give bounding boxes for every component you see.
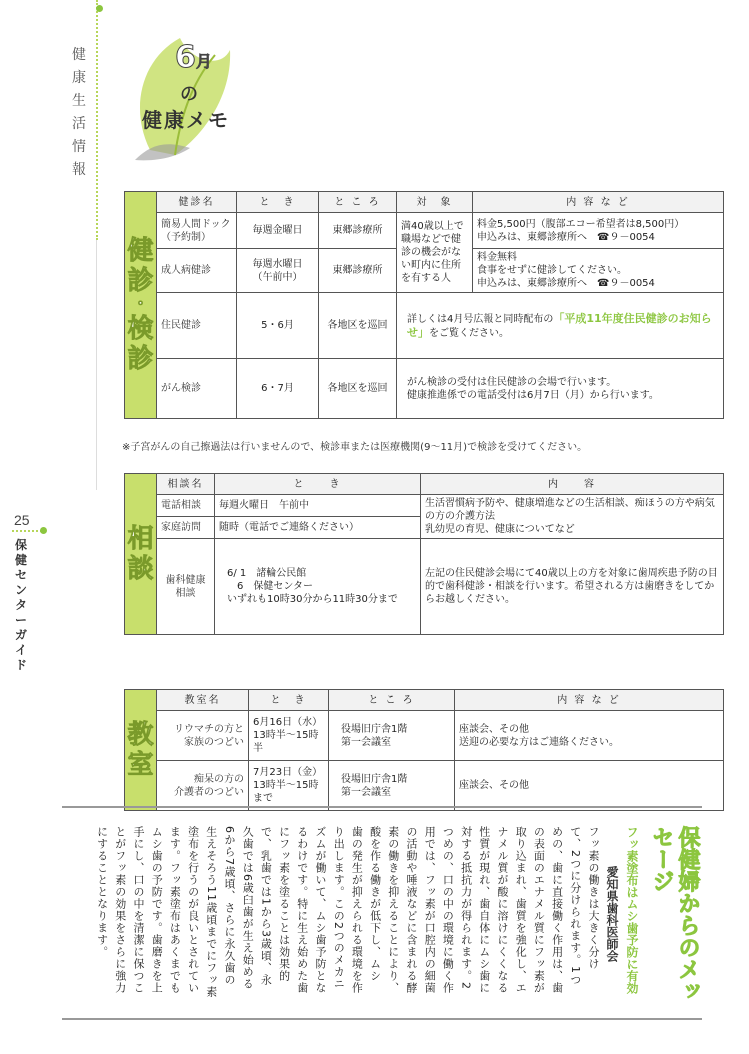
checkup-table <box>124 191 724 419</box>
message-column: 生えそろう11歳頃までにフッ素 <box>204 826 218 998</box>
table-row: 電話相談 毎週火曜日 午前中 生活習慣病予防や、健康増進などの生活相談、痴ほうの方や病気の方の介護方法 乳幼児の育児、健康についてなど <box>125 495 724 517</box>
class-section-label: 教 室 <box>125 690 157 811</box>
message-column: 酸を作る働きが低下し、ムシ <box>368 826 382 982</box>
message-column: とがフッ素の効果をさらに強力 <box>113 826 127 994</box>
message-column: て、2つに分けられます。1つ <box>568 826 582 986</box>
message-title: 保健婦からのメッセージ <box>649 826 700 1002</box>
message-column: ズムが働いて、ムシ歯予防とな <box>314 826 327 994</box>
col-header-where: と こ ろ <box>329 690 455 711</box>
message-column: ナメル質が酸に溶けにくくなる <box>496 826 509 994</box>
memo-month: 6月 <box>175 40 212 75</box>
table-row: 痴呆の方の 介護者のつどい 7月23日（金） 13時半～15時まで 役場旧庁舎1階 第一会議室 座談会、その他 <box>125 761 724 811</box>
memo-title: 健康メモ <box>142 108 230 132</box>
guide-title-vertical: 保 健 セ ン タ ー ガ イ ド <box>14 538 27 672</box>
consult-section-label: 相 談 <box>125 474 157 635</box>
message-column: 取り込まれ、歯質を強化し、エ <box>514 826 528 994</box>
message-column: 素の働きを抑えることにより、 <box>386 826 400 994</box>
message-column: 性質が現れ、歯自体にムシ歯に <box>477 826 491 994</box>
col-header-detail: 内 容 な ど <box>455 690 724 711</box>
message-column: 6から7歳頃、さらに永久歯の <box>223 826 236 986</box>
message-column: り出します。この2つのメカニ <box>332 826 346 990</box>
message-column: にすることとなります。 <box>95 826 109 958</box>
message-column: にフッ素を塗ることは効果的 <box>277 826 291 982</box>
col-header-where: と こ ろ <box>319 192 397 213</box>
message-column: 用では、フッ素が口腔内の細菌 <box>423 826 437 994</box>
table-row: 簡易人間ドック （予約制） 毎週金曜日 東郷診療所 満40歳以上で職場などで健診の機会がない町内に住所を有する人 料金5,500円（腹部エコー希望者は8,500円） 申込みは、東郷診療所へ ☎９－0054 <box>125 213 724 249</box>
col-header-name: 教室名 <box>157 690 249 711</box>
message-column: の活動や唾液などに含まれる酵 <box>405 826 418 994</box>
message-column: めの、歯に直接働く作用は、歯 <box>550 826 564 994</box>
message-column: つめの、口の中の環境に働く作 <box>441 826 455 994</box>
message-column: 塗布を行うのが良いとされてい <box>186 826 200 994</box>
class-table <box>124 689 724 811</box>
col-header-detail: 内 容 な ど <box>473 192 724 213</box>
table-row: 成人病健診 毎週水曜日 （午前中） 東郷診療所 料金無料 食事をせずに健診してください。 申込みは、東郷診療所へ ☎９－0054 <box>125 249 724 293</box>
message-author: 愛知県歯科医師会 <box>605 866 619 962</box>
col-header-when: と き <box>237 192 319 213</box>
col-header-when: と き <box>215 474 421 495</box>
message-column: 手にし、口の中を清潔に保つこ <box>132 826 145 994</box>
col-header-name: 相談名 <box>157 474 215 495</box>
message-column: で、乳歯では1から3歳頃、永 <box>259 826 273 986</box>
checkup-footnote: ※子宮がんの自己擦過法は行いませんので、検診車または医療機関(9～11月)で検診を受けてください。 <box>122 442 588 453</box>
table-row: 歯科健康 相談 6/ 1 諸輪公民館 6 保健センター いずれも10時30分から11時30分まで 左記の住民健診会場にて40歳以上の方を対象に歯周疾患予防の目的で歯科健診・相談を行います。希望される方は歯磨きをしてからお越しください。 <box>125 539 724 635</box>
memo-no: の <box>180 84 198 105</box>
col-header-when: と き <box>249 690 329 711</box>
table-row: がん検診 6・7月 各地区を巡回 がん検診の受付は住民健診の会場で行います。 健康推進係での電話受付は6月7日（月）から行います。 <box>125 359 724 419</box>
col-header-detail: 内 容 <box>421 474 724 495</box>
col-header-target: 対 象 <box>397 192 473 213</box>
table-row: リウマチの方と 家族のつどい 6月16日（水） 13時半～15時半 役場旧庁舎1階 第一会議室 座談会、その他 送迎の必要な方はご連絡ください。 <box>125 711 724 761</box>
page-number: 25 <box>14 512 30 528</box>
message-column: るわけです。特に生え始めた歯 <box>295 826 309 994</box>
table-row: 住民健診 5・6月 各地区を巡回 詳しくは4月号広報と同時配布の「平成11年度住民健診のお知らせ」をご覧ください。 <box>125 293 724 359</box>
consult-table <box>124 473 724 635</box>
message-column: 久歯では6歳臼歯が生え始める <box>241 826 255 990</box>
category-vertical-label: 健 康 生 活 情 報 <box>72 47 86 178</box>
message-column: 対する抵抗力が得られます。2 <box>459 826 473 990</box>
message-column: の表面のエナメル質にフッ素が <box>532 826 546 994</box>
checkup-section-label: 健 診 ・ 検 診 <box>125 192 157 419</box>
message-column: 歯の発生が抑えられる環境を作 <box>350 826 364 994</box>
col-header-name: 健診名 <box>157 192 237 213</box>
message-subtitle: フッ素塗布はムシ歯予防に有効 <box>625 826 639 994</box>
message-column: ムシ歯の予防です。歯磨きを上 <box>150 826 164 994</box>
table-row: 家庭訪問 随時（電話でご連絡ください） <box>125 517 724 539</box>
message-column: ます。フッ素塗布はあくまでも <box>168 826 182 994</box>
message-column: フッ素の働きは大きく分け <box>587 826 600 970</box>
